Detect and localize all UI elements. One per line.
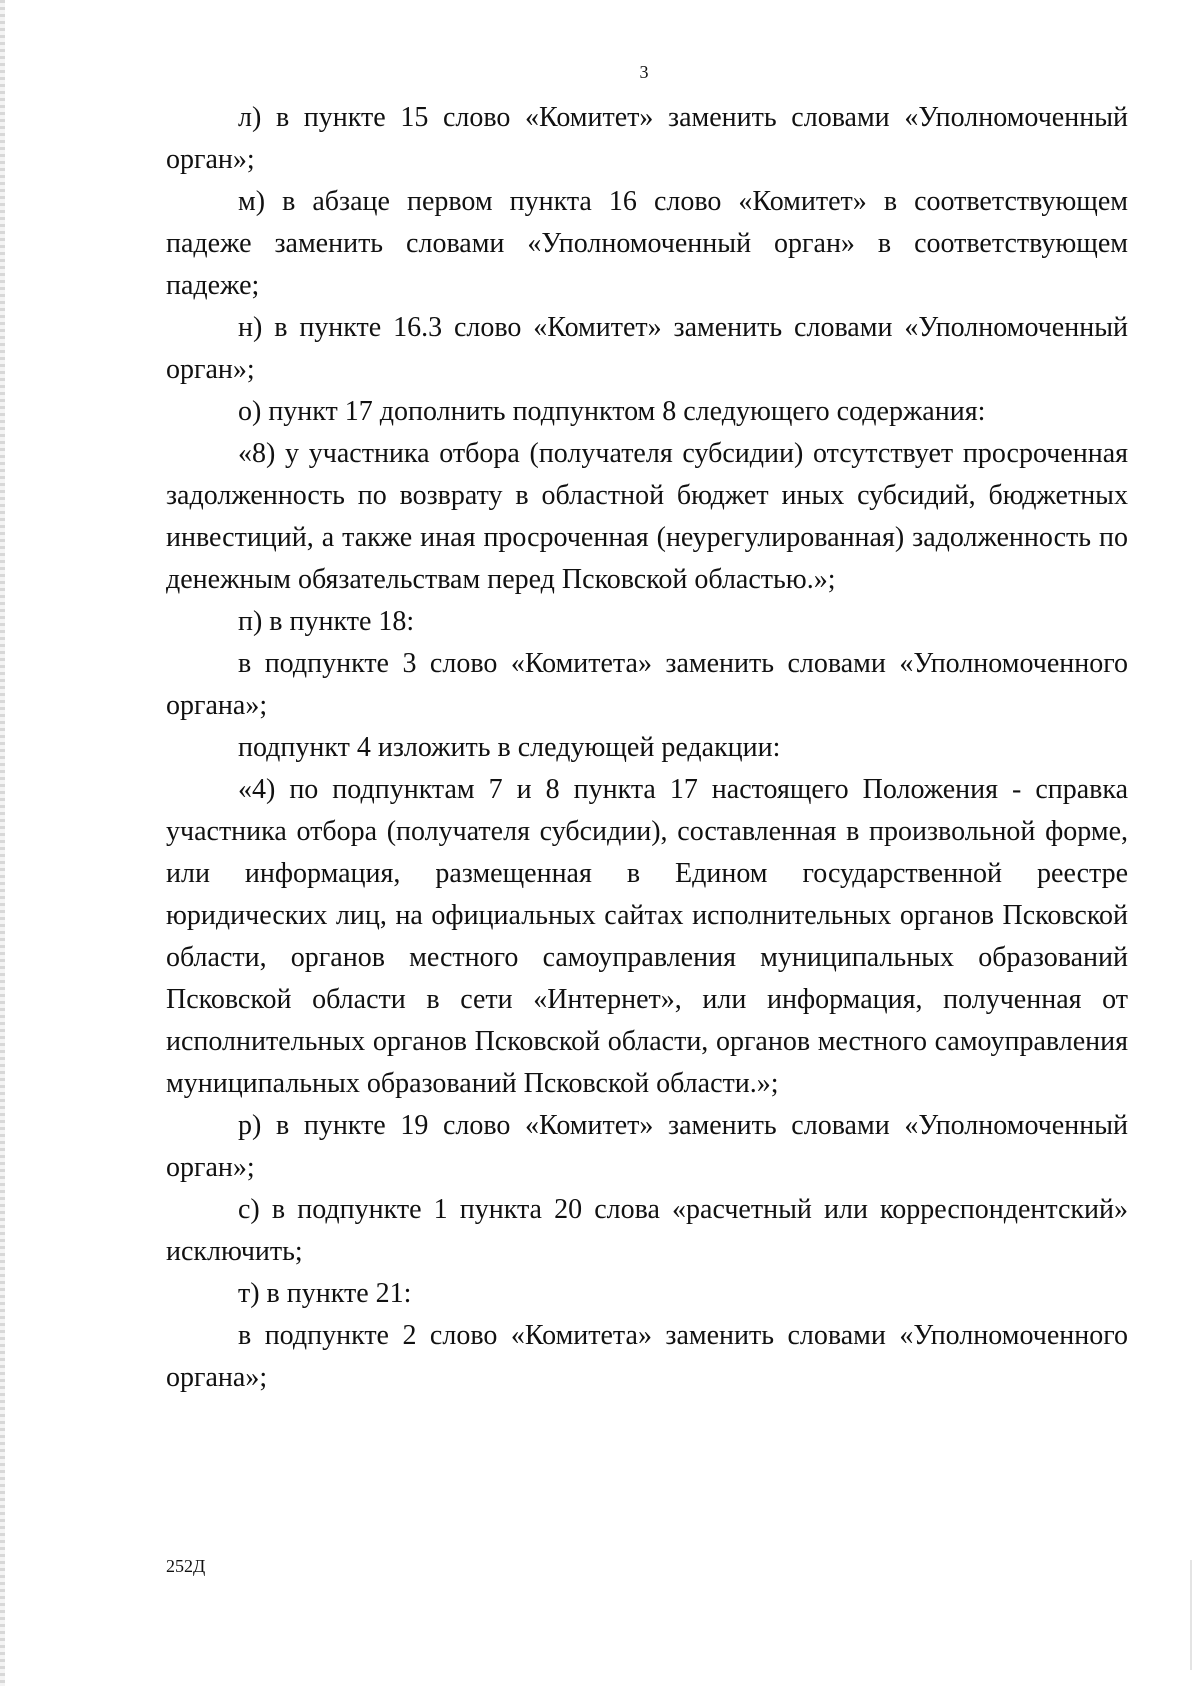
paragraph-m: м) в абзаце первом пункта 16 слово «Комитет» в соответствующем падеже заменить словами «Уполномоченный орган» в соответствующем падеже; [166,186,1128,301]
paragraph-r: р) в пункте 19 слово «Комитет» заменить словами «Уполномоченный орган»; [166,1110,1128,1183]
paragraph-subpoint-3: в подпункте 3 слово «Комитета» заменить словами «Уполномоченного органа»; [166,648,1128,721]
paragraph-s: с) в подпункте 1 пункта 20 слова «расчетный или корреспондентский» исключить; [166,1194,1128,1267]
paragraph-t: т) в пункте 21: [238,1278,412,1309]
paragraph-o: о) пункт 17 дополнить подпунктом 8 следующего содержания: [238,396,986,427]
paragraph-l: л) в пункте 15 слово «Комитет» заменить словами «Уполномоченный орган»; [166,102,1128,175]
paragraph-subpoint-2: в подпункте 2 слово «Комитета» заменить словами «Уполномоченного органа»; [166,1320,1128,1393]
footer-document-code: 252Д [166,1556,206,1576]
page-number: 3 [639,62,649,82]
document-body [166,97,1128,1399]
paragraph-n: н) в пункте 16.3 слово «Комитет» заменить словами «Уполномоченный орган»; [166,312,1128,385]
paragraph-quote-4: «4) по подпунктам 7 и 8 пункта 17 настоящего Положения - справка участника отбора (получателя субсидии), составленная в произвольной форме, или информация, размещенная в Едином государственной реестре юридических лиц, на официальных сайтах исполнительных органов Псковской области, органов местного самоуправления муниципальных образований Псковской области в сети «Интернет», или информация, полученная от исполнительных органов Псковской области, органов местного самоуправления муниципальных образований Псковской области.»; [166,774,1128,1099]
scan-edge-artifact-right [1190,1560,1192,1670]
paragraph-p: п) в пункте 18: [238,606,415,637]
paragraph-subpoint-4-intro: подпункт 4 изложить в следующей редакции: [238,732,781,763]
scan-edge-artifact [0,0,5,1686]
paragraph-quote-8: «8) у участника отбора (получателя субсидии) отсутствует просроченная задолженность по возврату в областной бюджет иных субсидий, бюджетных инвестиций, а также иная просроченная (неурегулированная) задолженность по денежным обязательствам перед Псковской областью.»; [166,438,1128,595]
